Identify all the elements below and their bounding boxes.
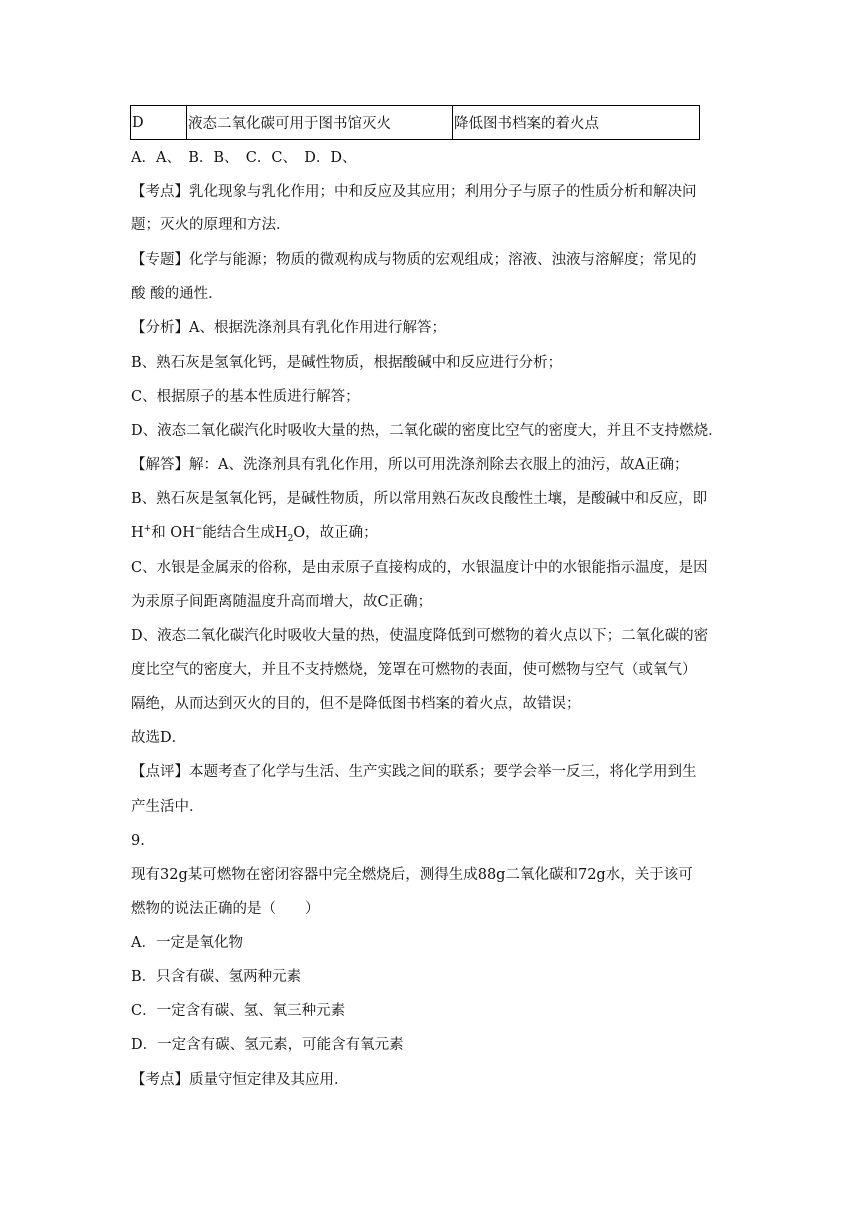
jieda-line-b1: B、熟石灰是氢氧化钙，是碱性物质，所以常用熟石灰改良酸性土壤，是酸碱中和反应，即 — [131, 491, 708, 507]
fenxi-line-4: D、液态二氧化碳汽化时吸收大量的热，二氧化碳的密度比空气的密度大，并且不支持燃烧． — [131, 423, 723, 439]
option-c: C．一定含有碳、氢、氧三种元素 — [131, 1003, 346, 1019]
question-stem-2: 燃物的说法正确的是（ ） — [131, 901, 320, 917]
h-ion-charge: + — [143, 524, 152, 535]
question-number: 9. — [131, 833, 145, 849]
fenxi-line-1: 【分析】A、根据洗涤剂具有乳化作用进行解答； — [131, 320, 446, 336]
fenxi-line-3: C、根据原子的基本性质进行解答； — [131, 389, 360, 405]
water-subscript: 2 — [287, 533, 294, 544]
kaodian-line-2: 题；灭火的原理和方法． — [131, 217, 291, 233]
row-letter-cell: D — [131, 106, 187, 140]
row-practice-cell: 液态二氧化碳可用于图书馆灭火 — [187, 106, 453, 140]
fenxi-line-2: B、熟石灰是氢氧化钙，是碱性物质，根据酸碱中和反应进行分析； — [131, 355, 563, 371]
dianping-line-2: 产生活中． — [131, 799, 204, 815]
dianping-line-1: 【点评】本题考查了化学与生活、生产实践之间的联系；要学会举一反三，将化学用到生 — [131, 764, 697, 780]
option-d: D．一定含有碳、氢元素，可能含有氧元素 — [131, 1037, 404, 1053]
row-explanation-cell: 降低图书档案的着火点 — [453, 106, 700, 140]
zhuanti-line-1: 【专题】化学与能源；物质的微观构成与物质的宏观组成；溶液、浊液与溶解度；常见的 — [131, 252, 697, 268]
b2-end-text: O，故正确； — [293, 525, 378, 541]
conclusion-line: 故选D． — [131, 730, 187, 746]
oh-ion-charge: − — [194, 524, 203, 535]
jieda-line-c1: C、水银是金属汞的俗称，是由汞原子直接构成的，水银温度计中的水银能指示温度，是因 — [131, 560, 708, 576]
jieda-line-c2: 为汞原子间距离随温度升高而增大，故C正确； — [131, 594, 433, 610]
option-a: A．一定是氧化物 — [131, 935, 243, 951]
zhuanti-line-2: 酸 酸的通性． — [131, 286, 223, 302]
h-ion-text: H — [131, 525, 144, 541]
kaodian-line-1: 【考点】乳化现象与乳化作用；中和反应及其应用；利用分子与原子的性质分析和解决问 — [131, 184, 697, 200]
jieda-line-d2: 度比空气的密度大，并且不支持燃烧，笼罩在可燃物的表面，使可燃物与空气（或氧气） — [131, 662, 697, 678]
choices-line: A．A、 B．B、 C．C、 D．D、 — [131, 150, 357, 166]
jieda-line-a: 【解答】解：A、洗涤剂具有乳化作用，所以可用洗涤剂除去衣服上的油污，故A正确； — [131, 457, 689, 473]
option-b: B．只含有碳、氢两种元素 — [131, 969, 302, 985]
option-table — [130, 105, 700, 140]
jieda-line-d1: D、液态二氧化碳汽化时吸收大量的热，使温度降低到可燃物的着火点以下；二氧化碳的密 — [131, 628, 709, 644]
water-formula-text: 能结合生成H — [202, 525, 288, 541]
jieda-line-d3: 隔绝，从而达到灭火的目的，但不是降低图书档案的着火点，故错误； — [131, 696, 581, 712]
question-stem-1: 现有32g某可燃物在密闭容器中完全燃烧后，测得生成88g二氧化碳和72g水，关于该可 — [131, 867, 693, 883]
oh-ion-text: 和 OH — [151, 525, 195, 541]
jieda-line-b2 — [131, 523, 378, 543]
q9-kaodian-line: 【考点】质量守恒定律及其应用． — [131, 1072, 349, 1088]
table-row — [131, 106, 700, 140]
